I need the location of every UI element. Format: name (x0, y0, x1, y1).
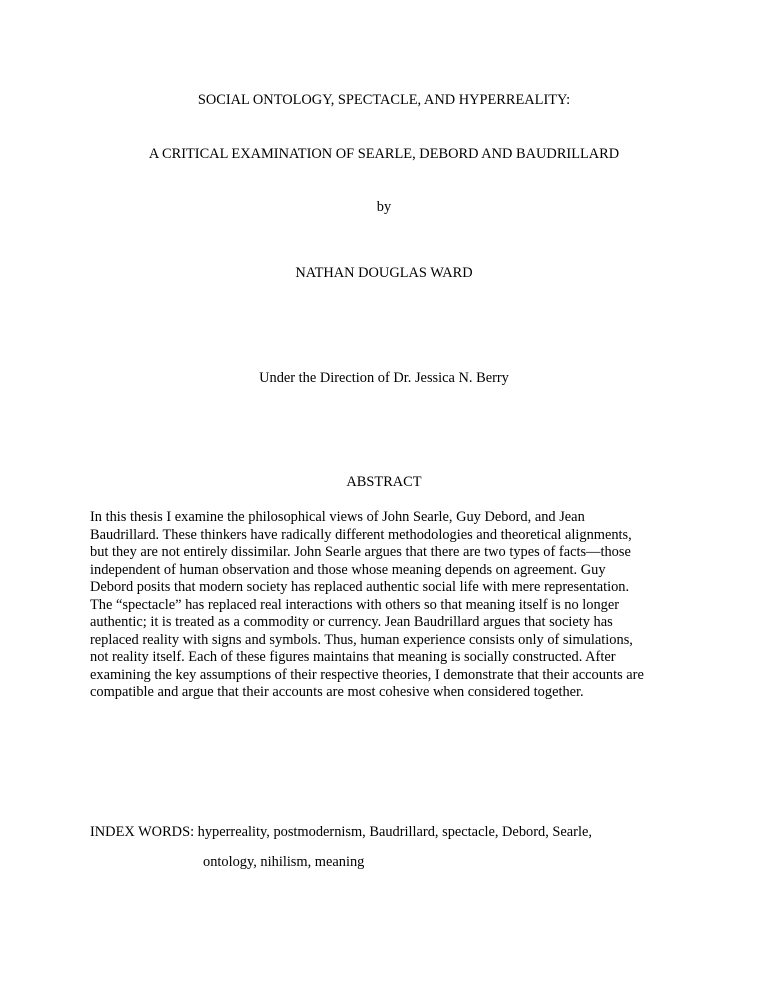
index-words-continued: ontology, nihilism, meaning (203, 854, 365, 870)
index-words: INDEX WORDS: hyperreality, postmodernism, Baudrillard, spectacle, Debord, Searle, (90, 824, 592, 840)
abstract-line: In this thesis I examine the philosophical views of John Searle, Guy Debord, and Jean (90, 509, 585, 525)
abstract-line: Baudrillard. These thinkers have radically different methodologies and theoretical alignments, (90, 526, 632, 543)
abstract-line: examining the key assumptions of their respective theories, I demonstrate that their accounts are (90, 666, 644, 683)
abstract-line: authentic; it is treated as a commodity or currency. Jean Baudrillard argues that society has (90, 614, 613, 630)
abstract-line: compatible and argue that their accounts are most cohesive when considered together. (90, 684, 584, 700)
byline: by (376, 199, 392, 215)
abstract-line: independent of human observation and those whose meaning depends on agreement. Guy (90, 561, 606, 578)
abstract-heading: ABSTRACT (346, 474, 422, 490)
abstract-line: replaced reality with signs and symbols. Thus, human experience consists only of simulations, (90, 631, 633, 648)
abstract-line: not reality itself. Each of these figures maintains that meaning is socially constructed. After (90, 649, 616, 665)
author-name: NATHAN DOUGLAS WARD (295, 265, 473, 281)
abstract-line: but they are not entirely dissimilar. John Searle argues that there are two types of facts—those (90, 544, 631, 560)
title-line-1: SOCIAL ONTOLOGY, SPECTACLE, AND HYPERREALITY: (197, 92, 571, 108)
abstract-body (90, 509, 690, 702)
title-line-2: A CRITICAL EXAMINATION OF SEARLE, DEBORD AND BAUDRILLARD (148, 146, 620, 162)
thesis-director: Under the Direction of Dr. Jessica N. Berry (259, 370, 509, 386)
abstract-line: Debord posits that modern society has replaced authentic social life with mere representation. (90, 579, 630, 595)
abstract-line: The “spectacle” has replaced real interactions with others so that meaning itself is no longer (90, 596, 620, 613)
